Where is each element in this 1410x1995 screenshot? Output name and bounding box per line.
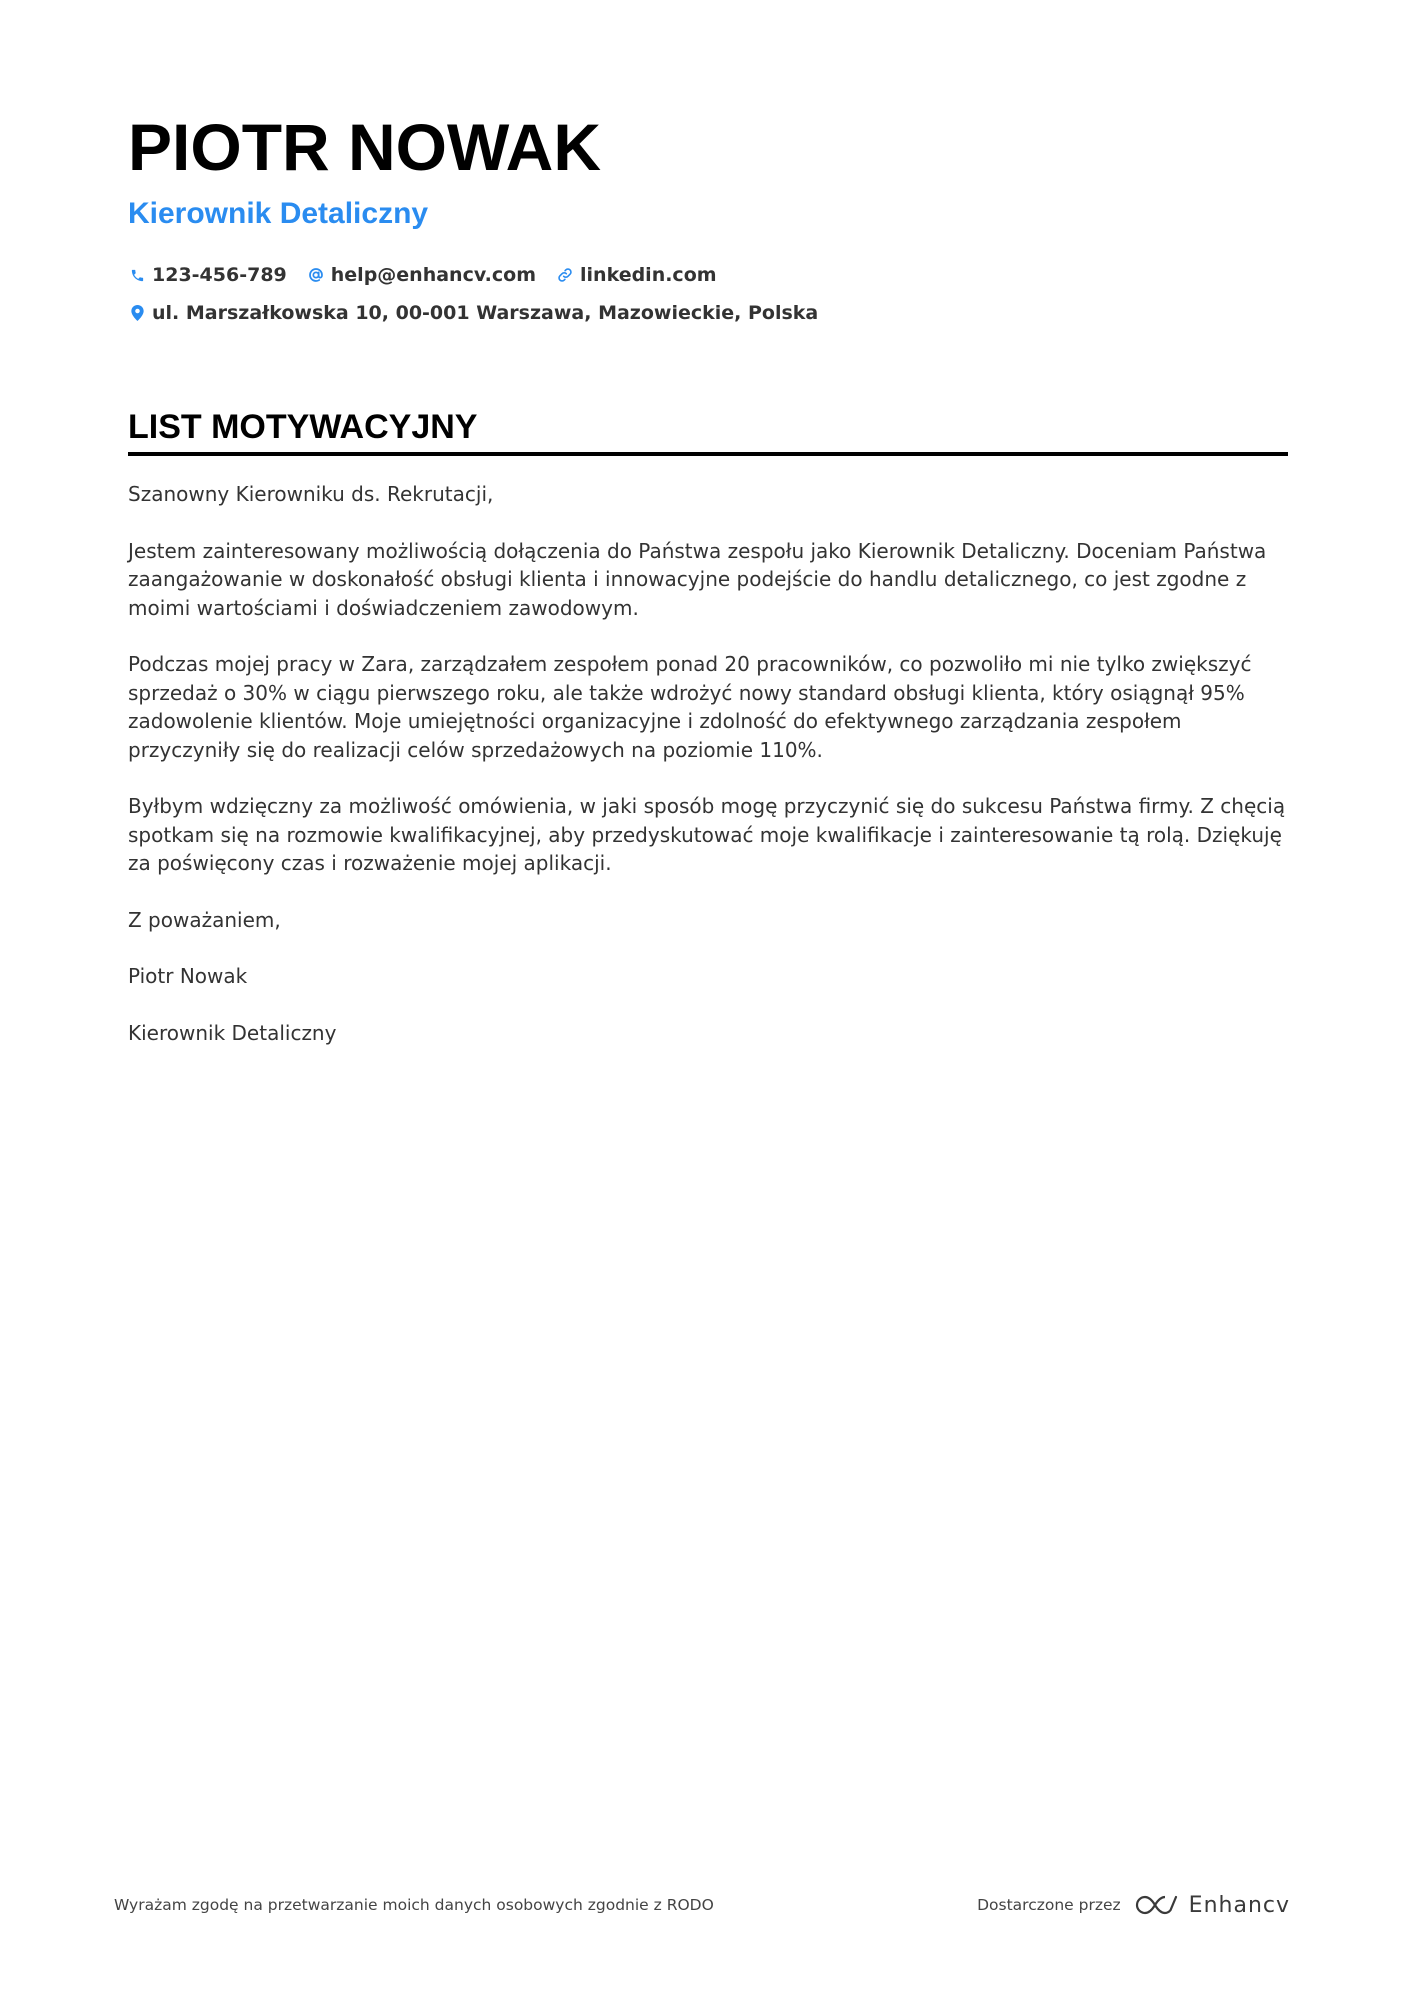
address-text: ul. Marszałkowska 10, 00-001 Warszawa, Mazowieckie, Polska bbox=[152, 302, 819, 324]
contact-info bbox=[128, 256, 1288, 332]
candidate-name: PIOTR NOWAK bbox=[128, 110, 601, 184]
at-icon bbox=[307, 266, 325, 284]
link-text: linkedin.com bbox=[580, 264, 717, 286]
header bbox=[128, 108, 1288, 332]
location-pin-icon bbox=[128, 304, 146, 322]
phone-text: 123-456-789 bbox=[152, 264, 287, 286]
brand-name: Enhancv bbox=[1188, 1892, 1290, 1918]
phone-icon bbox=[128, 266, 146, 284]
contact-link[interactable] bbox=[556, 264, 717, 286]
contact-email[interactable] bbox=[307, 264, 536, 286]
contact-address bbox=[128, 302, 818, 324]
section-title: LIST MOTYWACYJNY bbox=[128, 408, 478, 446]
section-divider bbox=[128, 452, 1288, 456]
contact-row-primary bbox=[128, 256, 1288, 294]
email-text: help@enhancv.com bbox=[330, 264, 537, 286]
contact-phone[interactable] bbox=[128, 264, 287, 286]
letter-body bbox=[128, 480, 1288, 1047]
signature-name: Piotr Nowak bbox=[128, 964, 248, 988]
footer bbox=[114, 1885, 1290, 1925]
provided-by-text: Dostarczone przez bbox=[977, 1896, 1121, 1914]
letter-greeting: Szanowny Kierowniku ds. Rekrutacji, bbox=[128, 482, 494, 506]
letter-paragraph: Jestem zainteresowany możliwością dołączenia do Państwa zespołu jako Kierownik Detaliczny. Doceniam Państwa zaangażowanie w doskonałość obsługi klienta i innowacyjne podejście do handlu detalicznego, co jest zgodne z moimi wartościami i doświadczeniem zawodowym. bbox=[128, 538, 1267, 620]
letter-closing: Z poważaniem, bbox=[128, 907, 281, 932]
signature-role: Kierownik Detaliczny bbox=[128, 1020, 337, 1045]
brand-credit[interactable] bbox=[977, 1892, 1290, 1918]
candidate-role: Kierownik Detaliczny bbox=[128, 197, 429, 230]
consent-text: Wyrażam zgodę na przetwarzanie moich danych osobowych zgodnie z RODO bbox=[114, 1896, 714, 1914]
contact-row-address bbox=[128, 294, 1288, 332]
enhancv-logo-icon bbox=[1133, 1892, 1179, 1918]
link-icon bbox=[556, 266, 574, 284]
letter-paragraph: Byłbym wdzięczny za możliwość omówienia, w jaki sposób mogę przyczynić się do sukcesu Państwa firmy. Z chęcią spotkam się na rozmowie kwalifikacyjnej, aby przedyskutować moje kwalifikacje i zainteresowanie tą rolą. Dziękuję za poświęcony czas i rozważenie mojej aplikacji. bbox=[128, 794, 1286, 875]
letter-paragraph: Podczas mojej pracy w Zara, zarządzałem zespołem ponad 20 pracowników, co pozwoliło mi nie tylko zwiększyć sprzedaż o 30% w ciągu pierwszego roku, ale także wdrożyć nowy standard obsługi klienta, który osiągnął 95% zadowolenie klientów. Moje umiejętności organizacyjne i zdolność do efektywnego zarządzania zespołem przyczyniły się do realizacji celów sprzedażowych na poziomie 110%. bbox=[128, 652, 1252, 762]
letter-section bbox=[128, 404, 1288, 1075]
